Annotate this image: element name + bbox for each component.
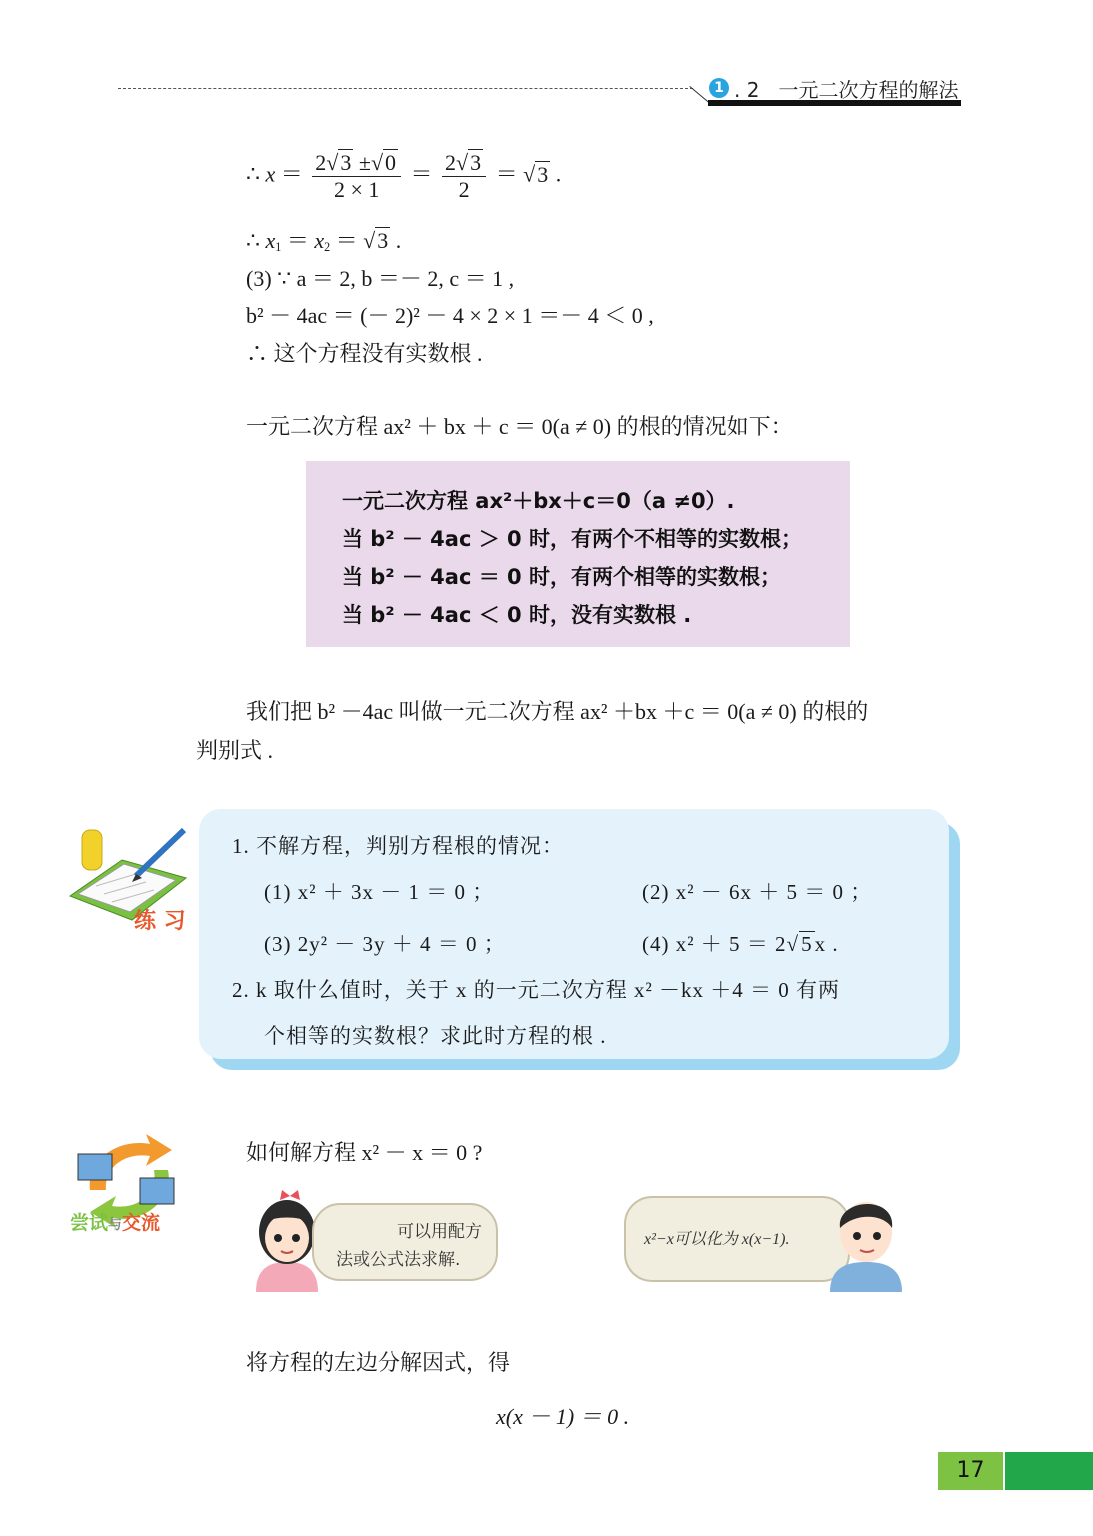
boy-speech-bubble: x²−x可以化为 x(x−1). [624, 1196, 850, 1282]
solution-line-1: ∴ x ＝ $\frac{2√3 \pm√0}{2 \times 1}$ ＝ $\frac{2√3}{2}$ ＝ √3 . [246, 150, 562, 202]
practice-q1-2: (2) x² － 6x ＋ 5 ＝ 0 ； [642, 880, 873, 904]
header-slant [689, 86, 710, 103]
box-line-3: 当 b² － 4ac ＝ 0 时，有两个相等的实数根； [342, 565, 781, 589]
solution-line-3: (3) ∵ a ＝ 2, b ＝－ 2, c ＝ 1 , [246, 266, 515, 291]
practice-label: 练 习 [134, 909, 186, 934]
definition-line-2: 判别式 . [196, 738, 274, 763]
box-line-2: 当 b² － 4ac ＞ 0 时，有两个不相等的实数根； [342, 527, 802, 551]
solution-line-5: ∴ 这个方程没有实数根 . [246, 341, 483, 366]
practice-q1-3: (3) 2y² － 3y ＋ 4 ＝ 0 ； [264, 932, 506, 956]
boy-avatar [826, 1188, 906, 1292]
solution-line-4: b² － 4ac ＝ (－ 2)² － 4 × 2 × 1 ＝－ 4 ＜ 0 , [246, 303, 654, 328]
practice-q2-line-2: 个相等的实数根？求此时方程的根 . [264, 1024, 607, 1048]
try-and-exchange-label: 尝试与交流 [70, 1212, 161, 1234]
root-cases-box [306, 461, 850, 647]
fraction-1: $\frac{2√3 \pm√0}{2 \times 1}$ [312, 150, 401, 203]
practice-q1-4: (4) x² ＋ 5 ＝ 2√5x . [642, 932, 839, 956]
header-rule [118, 88, 693, 89]
definition-line-1: 我们把 b² －4ac 叫做一元二次方程 ax² ＋bx ＋c ＝ 0(a ≠ 0) 的根的 [246, 699, 869, 724]
solution-line-2: ∴ $x_1 = x_2 = √3$ . [246, 228, 402, 255]
page-number: 17 [938, 1452, 1003, 1490]
fraction-2: $\frac{2√3}{2}$ [442, 150, 486, 203]
box-line-1: 一元二次方程 ax²＋bx＋c＝0（a ≠0）. [342, 489, 735, 513]
practice-q2-line-1: 2. k 取什么值时，关于 x 的一元二次方程 x² －kx ＋4 ＝ 0 有两 [232, 978, 841, 1002]
factor-equation: x(x － 1) ＝ 0 . [496, 1404, 630, 1429]
section-number-badge: 1 [709, 78, 729, 98]
box-line-4: 当 b² － 4ac ＜ 0 时，没有实数根 . [342, 603, 692, 627]
section-title: . 2 一元二次方程的解法 [734, 78, 959, 102]
factor-intro: 将方程的左边分解因式，得 [246, 1350, 511, 1375]
practice-q1-1: (1) x² ＋ 3x － 1 ＝ 0 ； [264, 880, 495, 904]
girl-speech-bubble: 可以用配方 法或公式法求解. [312, 1203, 498, 1281]
explore-question: 如何解方程 x² － x ＝ 0 ? [246, 1140, 483, 1165]
practice-q1: 1. 不解方程，判别方程根的情况： [232, 834, 564, 858]
root-cases-intro: 一元二次方程 ax² ＋ bx ＋ c ＝ 0(a ≠ 0) 的根的情况如下： [246, 414, 793, 439]
page-footer-bar [1005, 1452, 1093, 1490]
